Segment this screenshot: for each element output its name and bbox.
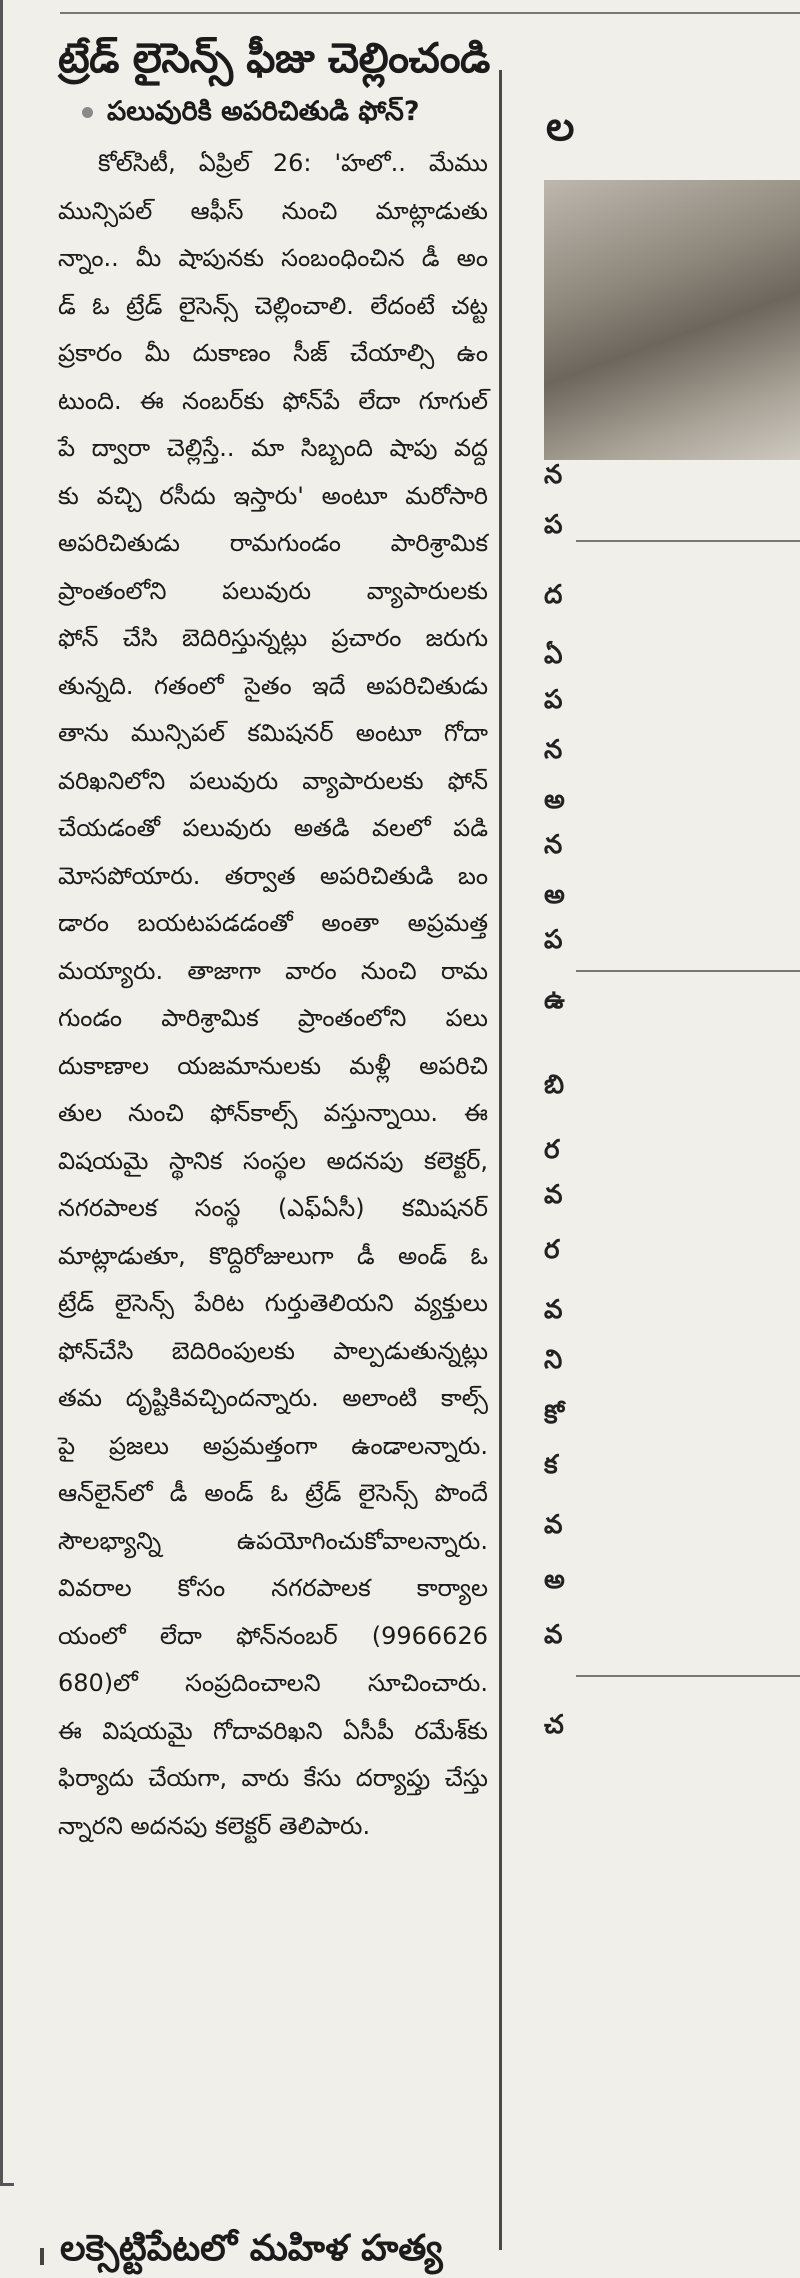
- article-body-line: విషయమై స్థానిక సంస్థల అదనపు కలెక్టర్,: [58, 1146, 488, 1175]
- bullet-icon: [82, 107, 93, 118]
- adjacent-text-fragment: న: [544, 830, 563, 860]
- article-body-line: పై ప్రజలు అప్రమత్తంగా ఉండాలన్నారు.: [58, 1431, 488, 1460]
- article-body-line: మయ్యారు. తాజాగా వారం నుంచి రామ: [58, 956, 488, 985]
- article-body-line: ఫోన్ చేసి బెదిరిస్తున్నట్లు ప్రచారం జరుగు: [58, 624, 488, 652]
- article-body-line: వరిఖనిలోని పలువురు వ్యాపారులకు ఫోన్: [58, 766, 488, 795]
- adjacent-headline-fragment: ల: [546, 104, 575, 150]
- adjacent-text-fragment: అ: [544, 785, 565, 815]
- article-body-line: తాను మున్సిపల్ కమిషనర్ అంటూ గోదా: [58, 719, 488, 747]
- adjacent-rule: [576, 540, 800, 542]
- news-article: [58, 30, 488, 1850]
- article-body-line: డారం బయటపడడంతో అంతా అప్రమత్త: [58, 909, 488, 937]
- article-body-line: 680)లో సంప్రదించాలని సూచించారు.: [58, 1669, 488, 1697]
- article-body-line: చేయడంతో పలువురు అతడి వలలో పడి: [58, 814, 488, 842]
- adjacent-text-fragment: ప: [544, 685, 563, 715]
- article-body-line: న్నారని అదనపు కలెక్టర్ తెలిపారు.: [58, 1811, 371, 1840]
- article-subhead: [82, 92, 488, 132]
- adjacent-text-fragment: ని: [544, 1345, 563, 1375]
- article-body-line: పే ద్వారా చెల్లిస్తే.. మా సిబ్బంది షాపు వద్ద: [58, 434, 488, 462]
- adjacent-text-fragment: వ: [544, 1510, 563, 1540]
- left-column-rule: [0, 0, 3, 2185]
- adjacent-text-fragment: ప: [544, 925, 563, 955]
- article-body-line: ట్రేడ్ లైసెన్స్ పేరిట గుర్తుతెలియని వ్యక్తులు: [58, 1289, 488, 1317]
- adjacent-text-fragment: ప: [544, 510, 563, 540]
- article-body-line: కు వచ్చి రసీదు ఇస్తారు' అంటూ మరోసారి: [58, 481, 488, 510]
- bottom-tick-rule: [40, 2248, 44, 2265]
- next-article-headline: లక్సెట్టిపేటలో మహిళ హత్య: [60, 2228, 443, 2269]
- article-body-line: ప్రాంతంలోని పలువురు వ్యాపారులకు: [58, 576, 488, 605]
- article-body-line: దుకాణాల యజమానులకు మళ్లీ అపరిచి: [58, 1051, 488, 1080]
- article-body-line: అపరిచితుడు రామగుండం పారిశ్రామిక: [58, 529, 488, 557]
- adjacent-photo: [544, 180, 800, 460]
- article-body-line: మోసపోయారు. తర్వాత అపరిచితుడి బం: [58, 861, 488, 890]
- adjacent-text-fragment: వ: [544, 1295, 563, 1325]
- article-body-line: టుంది. ఈ నంబర్‌కు ఫోన్‌పే లేదా గూగుల్: [58, 386, 488, 415]
- adjacent-text-fragment: న: [544, 735, 563, 765]
- adjacent-text-fragment: ఉ: [544, 985, 565, 1015]
- article-body-line: ప్రకారం మీ దుకాణం సీజ్ చేయాల్సి ఉం: [58, 339, 488, 367]
- article-body-line: న్నాం.. మీ షాపునకు సంబంధించిన డీ అం: [58, 244, 489, 272]
- article-headline: ట్రేడ్ లైసెన్స్ ఫీజు చెల్లించండి: [58, 34, 490, 82]
- article-body-line: వివరాల కోసం నగరపాలక కార్యాల: [58, 1574, 488, 1602]
- adjacent-text-fragment: ద: [544, 580, 563, 610]
- top-rule: [60, 12, 800, 14]
- article-body-line: తుల నుంచి ఫోన్‌కాల్స్ వస్తున్నాయి. ఈ: [58, 1099, 488, 1127]
- article-body-line: ఫిర్యాదు చేయగా, వారు కేసు దర్యాప్తు చేస్తు: [58, 1764, 488, 1792]
- adjacent-text-fragment: ర: [544, 1235, 560, 1265]
- column-divider: [499, 70, 502, 2250]
- adjacent-text-fragment: క: [544, 1450, 558, 1480]
- article-body-line: నగరపాలక సంస్థ (ఎఫ్‌ఏసీ) కమిషనర్: [58, 1194, 488, 1222]
- article-body: [58, 140, 488, 1850]
- article-body-line: గుండం పారిశ్రామిక ప్రాంతంలోని పలు: [58, 1004, 488, 1032]
- left-column-rule-end: [0, 2183, 14, 2186]
- article-body-line: కోల్‌సిటీ, ఏప్రిల్ 26: 'హలో.. మేము: [98, 149, 488, 177]
- article-body-line: డ్ ఓ ట్రేడ్ లైసెన్స్ చెల్లించాలి. లేదంటే చట్ట: [58, 291, 488, 320]
- adjacent-text-fragment: న: [544, 460, 563, 490]
- adjacent-text-fragment: కో: [544, 1400, 565, 1430]
- adjacent-text-fragment: బి: [544, 1070, 565, 1100]
- adjacent-text-fragment: వ: [544, 1180, 563, 1210]
- article-body-line: సౌలభ్యాన్ని ఉపయోగించుకోవాలన్నారు.: [58, 1526, 488, 1555]
- adjacent-column: [540, 70, 800, 2265]
- article-body-line: ఆన్‌లైన్‌లో డీ అండ్ ఓ ట్రేడ్ లైసెన్స్ పొందే: [58, 1479, 488, 1507]
- adjacent-text-fragment: అ: [544, 880, 565, 910]
- adjacent-rule: [576, 1675, 800, 1677]
- adjacent-text-fragment: ఏ: [544, 640, 563, 670]
- adjacent-rule: [576, 970, 800, 972]
- adjacent-text-fragment: చ: [544, 1710, 564, 1740]
- adjacent-text-fragment: వ: [544, 1620, 563, 1650]
- article-body-line: మాట్లాడుతూ, కొద్దిరోజులుగా డీ అండ్ ఓ: [58, 1241, 488, 1270]
- article-body-line: ఫోన్‌చేసి బెదిరింపులకు పాల్పడుతున్నట్లు: [58, 1336, 488, 1365]
- article-body-line: ఈ విషయమై గోదావరిఖని ఏసీపీ రమేశ్‌కు: [58, 1716, 488, 1745]
- article-body-line: యంలో లేదా ఫోన్‌నంబర్ (9966626: [58, 1621, 488, 1650]
- adjacent-text-fragment: ర: [544, 1135, 560, 1165]
- article-body-line: తున్నది. గతంలో సైతం ఇదే అపరిచితుడు: [58, 671, 488, 700]
- adjacent-text-fragment: అ: [544, 1565, 565, 1595]
- article-body-line: తమ దృష్టికివచ్చిందన్నారు. అలాంటి కాల్స్: [58, 1384, 488, 1412]
- article-body-line: మున్సిపల్ ఆఫీస్ నుంచి మాట్లాడుతు: [58, 196, 488, 225]
- article-subhead-text: పలువురికి అపరిచితుడి ఫోన్?: [107, 96, 420, 127]
